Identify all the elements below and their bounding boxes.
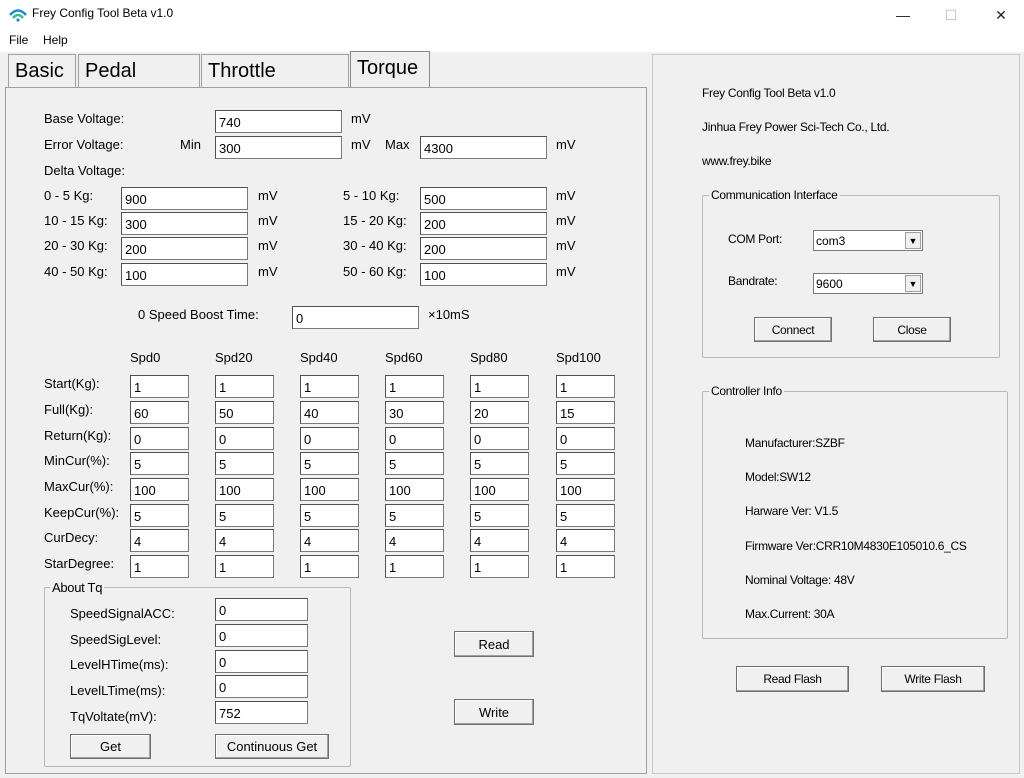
com-port-label: COM Port: (728, 232, 782, 246)
grid-cell-input[interactable] (300, 427, 359, 450)
tab-throttle-handle[interactable]: Throttle (201, 54, 349, 89)
app-name-text: Frey Config Tool Beta v1.0 (702, 86, 836, 100)
grid-cell-input[interactable] (556, 555, 615, 578)
baudrate-select[interactable] (813, 273, 923, 294)
app-logo-icon (9, 6, 27, 22)
grid-cell-input[interactable] (215, 452, 274, 475)
menu-file[interactable]: File (9, 33, 29, 47)
row-label: MaxCur(%): (44, 479, 114, 494)
delta-label: 15 - 20 Kg: (343, 213, 407, 228)
delta-input[interactable] (121, 212, 248, 235)
grid-cell-input[interactable] (556, 529, 615, 552)
firmware-version-text: Firmware Ver:CRR10M4830E105010.6_CS (745, 539, 967, 553)
grid-cell-input[interactable] (385, 452, 444, 475)
grid-cell-input[interactable] (470, 555, 529, 578)
grid-cell-input[interactable] (130, 375, 189, 398)
grid-cell-input[interactable] (130, 478, 189, 501)
delta-label: 5 - 10 Kg: (343, 188, 400, 203)
grid-cell-input[interactable] (215, 427, 274, 450)
grid-cell-input[interactable] (556, 375, 615, 398)
error-min-input[interactable] (215, 136, 342, 159)
website-text: www.frey.bike (702, 154, 772, 168)
grid-cell-input[interactable] (470, 452, 529, 475)
delta-input[interactable] (420, 212, 547, 235)
row-label: StarDegree: (44, 556, 115, 571)
delta-input[interactable] (121, 263, 248, 286)
read-flash-button[interactable]: Read Flash (736, 666, 849, 692)
grid-cell-input[interactable] (556, 478, 615, 501)
boost-time-input[interactable] (292, 306, 419, 329)
tab-strip (5, 54, 648, 86)
error-min-label: Min (180, 137, 201, 152)
delta-unit: mV (258, 188, 278, 203)
base-voltage-unit: mV (351, 111, 371, 126)
grid-cell-input[interactable] (130, 529, 189, 552)
row-label: Return(Kg): (44, 428, 112, 443)
row-label: KeepCur(%): (44, 505, 120, 520)
write-button[interactable]: Write (454, 699, 534, 725)
grid-cell-input[interactable] (215, 529, 274, 552)
grid-cell-input[interactable] (470, 478, 529, 501)
maximize-button[interactable]: ☐ (944, 7, 958, 23)
grid-cell-input[interactable] (300, 478, 359, 501)
chevron-down-icon[interactable]: ▼ (905, 232, 921, 249)
window-title: Frey Config Tool Beta v1.0 (32, 6, 174, 20)
grid-cell-input[interactable] (130, 555, 189, 578)
grid-cell-input[interactable] (130, 427, 189, 450)
error-max-label: Max (385, 137, 410, 152)
speed-header: Spd80 (470, 350, 508, 365)
delta-input[interactable] (121, 187, 248, 210)
grid-cell-input[interactable] (130, 401, 189, 424)
delta-input[interactable] (420, 187, 547, 210)
row-label: Start(Kg): (44, 376, 100, 391)
grid-cell-input[interactable] (556, 427, 615, 450)
tq-field-label: TqVoltate(mV): (70, 709, 157, 724)
delta-voltage-label: Delta Voltage: (44, 163, 125, 178)
tq-field-input[interactable] (215, 598, 308, 621)
speed-header: Spd20 (215, 350, 253, 365)
tq-field-input[interactable] (215, 650, 308, 673)
boost-time-label: 0 Speed Boost Time: (138, 307, 259, 322)
about-tq-title: About Tq (52, 580, 103, 595)
delta-label: 20 - 30 Kg: (44, 238, 108, 253)
boost-time-unit: ×10mS (428, 307, 470, 322)
delta-unit: mV (556, 264, 576, 279)
error-max-unit: mV (556, 137, 576, 152)
title-bar (0, 0, 1024, 30)
delta-input[interactable] (420, 263, 547, 286)
tq-field-input[interactable] (215, 675, 308, 698)
delta-unit: mV (556, 188, 576, 203)
grid-cell-input[interactable] (215, 555, 274, 578)
tq-field-label: SpeedSigLevel: (70, 632, 162, 647)
grid-cell-input[interactable] (470, 375, 529, 398)
delta-unit: mV (556, 213, 576, 228)
grid-cell-input[interactable] (300, 375, 359, 398)
nominal-voltage-text: Nominal Voltage: 48V (745, 573, 855, 587)
speed-header: Spd100 (556, 350, 601, 365)
base-voltage-label: Base Voltage: (44, 111, 125, 126)
row-label: CurDecy: (44, 530, 99, 545)
grid-cell-input[interactable] (300, 529, 359, 552)
max-current-text: Max.Current: 30A (745, 607, 835, 621)
grid-cell-input[interactable] (385, 478, 444, 501)
tq-field-label: LevelHTime(ms): (70, 657, 169, 672)
delta-label: 10 - 15 Kg: (44, 213, 108, 228)
baudrate-label: Bandrate: (728, 274, 778, 288)
tq-field-input[interactable] (215, 701, 308, 724)
grid-cell-input[interactable] (130, 452, 189, 475)
grid-cell-input[interactable] (215, 504, 274, 527)
tq-field-label: LevelLTime(ms): (70, 683, 166, 698)
manufacturer-text: Manufacturer:SZBF (745, 436, 845, 450)
grid-cell-input[interactable] (470, 427, 529, 450)
delta-input[interactable] (420, 237, 547, 260)
grid-cell-input[interactable] (470, 401, 529, 424)
tab-torque[interactable]: Torque (350, 51, 430, 87)
speed-header: Spd0 (130, 350, 161, 365)
close-port-button[interactable]: Close (873, 317, 951, 342)
menu-help[interactable]: Help (43, 33, 68, 47)
delta-label: 0 - 5 Kg: (44, 188, 94, 203)
grid-cell-input[interactable] (385, 529, 444, 552)
grid-cell-input[interactable] (300, 504, 359, 527)
connect-button[interactable]: Connect (754, 317, 832, 342)
grid-cell-input[interactable] (385, 504, 444, 527)
minimize-button[interactable]: — (896, 7, 910, 23)
grid-cell-input[interactable] (130, 504, 189, 527)
read-button[interactable]: Read (454, 631, 534, 657)
grid-cell-input[interactable] (215, 401, 274, 424)
row-label: MinCur(%): (44, 453, 110, 468)
error-max-input[interactable] (420, 136, 547, 159)
delta-label: 40 - 50 Kg: (44, 264, 108, 279)
speed-header: Spd40 (300, 350, 338, 365)
tab-basic[interactable]: Basic (8, 54, 76, 89)
grid-cell-input[interactable] (385, 375, 444, 398)
grid-cell-input[interactable] (385, 555, 444, 578)
continuous-get-button[interactable]: Continuous Get (215, 734, 329, 759)
delta-unit: mV (258, 238, 278, 253)
grid-cell-input[interactable] (385, 401, 444, 424)
company-text: Jinhua Frey Power Sci-Tech Co., Ltd. (702, 120, 890, 134)
com-port-select[interactable] (813, 230, 923, 251)
delta-input[interactable] (121, 237, 248, 260)
tq-field-label: SpeedSignalACC: (70, 606, 175, 621)
error-min-unit: mV (351, 137, 371, 152)
grid-cell-input[interactable] (556, 504, 615, 527)
grid-cell-input[interactable] (470, 504, 529, 527)
tab-pedal-assist[interactable]: Pedal (78, 54, 200, 89)
grid-cell-input[interactable] (300, 555, 359, 578)
error-voltage-label: Error Voltage: (44, 137, 124, 152)
grid-cell-input[interactable] (300, 452, 359, 475)
delta-unit: mV (258, 264, 278, 279)
delta-unit: mV (556, 238, 576, 253)
hardware-version-text: Harware Ver: V1.5 (745, 504, 838, 518)
grid-cell-input[interactable] (556, 452, 615, 475)
chevron-down-icon[interactable]: ▼ (905, 275, 921, 292)
controller-info-title: Controller Info (711, 384, 782, 398)
grid-cell-input[interactable] (385, 427, 444, 450)
model-text: Model:SW12 (745, 470, 811, 484)
delta-unit: mV (258, 213, 278, 228)
baudrate-value: 9600 (816, 277, 843, 291)
delta-label: 30 - 40 Kg: (343, 238, 407, 253)
speed-header: Spd60 (385, 350, 423, 365)
grid-cell-input[interactable] (556, 401, 615, 424)
grid-cell-input[interactable] (300, 401, 359, 424)
com-port-value: com3 (816, 234, 846, 248)
get-button[interactable]: Get (70, 734, 151, 759)
tq-field-input[interactable] (215, 624, 308, 647)
delta-label: 50 - 60 Kg: (343, 264, 407, 279)
grid-cell-input[interactable] (215, 478, 274, 501)
row-label: Full(Kg): (44, 402, 94, 417)
close-button[interactable]: ✕ (995, 7, 1007, 23)
base-voltage-input[interactable] (215, 110, 342, 133)
grid-cell-input[interactable] (470, 529, 529, 552)
communication-title: Communication Interface (711, 188, 838, 202)
write-flash-button[interactable]: Write Flash (881, 666, 985, 692)
grid-cell-input[interactable] (215, 375, 274, 398)
menu-bar (0, 30, 1024, 52)
